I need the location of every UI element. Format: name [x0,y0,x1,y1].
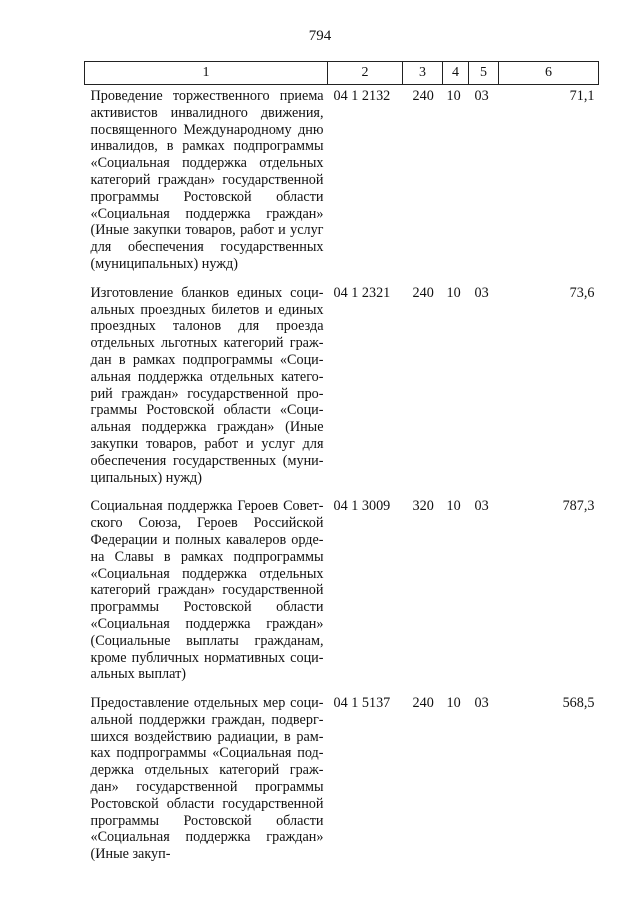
header-row [85,62,599,85]
header-col-3: 3 [403,62,443,85]
row-description: Социальная поддержка Героев Советского Союза, Героев Российской Федерации и полных кавалеров ордена Славы в рамках подпрограммы «Социальная поддержка отдельных категорий граждан» государственной программы Ростовской области «Социальная поддержка граждан» (Социальные выплаты гражданам, кроме публичных нормативных социальных выплат) [90,498,324,683]
header-col-6: 6 [499,62,599,85]
row-amount: 71,1 [569,88,595,104]
row-expense-type: 240 [412,284,434,301]
table-row [85,282,599,496]
header-col-1: 1 [85,62,328,85]
row-code: 04 1 2132 [333,88,391,104]
row-amount: 568,5 [562,695,595,712]
row-description: Изготовление бланков единых социальных проездных билетов и единых проездных талонов для проезда отдельных льготных категорий граждан в рамках подпрограммы «Социальная поддержка отдельных категорий граждан» государственной программы Ростовской области «Социальная поддержка граждан» (Иные закупки товаров, работ и услуг для обеспечения государственных (муниципальных) нужд) [90,284,324,486]
row-expense-type: 240 [412,695,434,712]
row-subsection: 03 [474,284,489,301]
row-description: Проведение торжественного приема активистов инвалидного движения, посвященного Международному дню инвалидов, в рамках подпрограммы «Социальная поддержка отдельных категорий граждан» государственной программы Ростовской области «Социальная поддержка граждан» (Иные закупки товаров, работ и услуг для обеспечения государственных (муниципальных) нужд) [90,88,324,272]
row-code: 04 1 2321 [333,284,391,301]
row-expense-type: 320 [412,498,434,515]
row-section: 10 [446,695,461,712]
row-subsection: 03 [474,88,489,104]
row-subsection: 03 [474,498,489,515]
table-body [85,85,599,873]
row-section: 10 [446,498,461,515]
table-row [85,85,599,282]
row-code: 04 1 3009 [333,498,391,515]
row-section: 10 [446,284,461,301]
header-col-5: 5 [469,62,499,85]
table-row [85,692,599,872]
row-amount: 787,3 [562,498,595,515]
row-description: Предоставление отдельных мер социальной поддержки граждан, подвергшихся воздействию радиации, в рамках подпрограммы «Социальная поддержка отдельных категорий граждан» государственной программы Ростовской области государственной программы Ростовской области «Социальная поддержка граждан» (Иные закуп- [90,695,324,863]
row-code: 04 1 5137 [333,695,391,712]
budget-table [84,61,599,872]
row-amount: 73,6 [569,284,595,301]
table-header [85,62,599,85]
page-number: 794 [308,28,332,44]
table-row [85,495,599,692]
row-section: 10 [446,88,461,104]
row-expense-type: 240 [412,88,434,104]
header-col-4: 4 [443,62,469,85]
row-subsection: 03 [474,695,489,712]
header-col-2: 2 [328,62,403,85]
